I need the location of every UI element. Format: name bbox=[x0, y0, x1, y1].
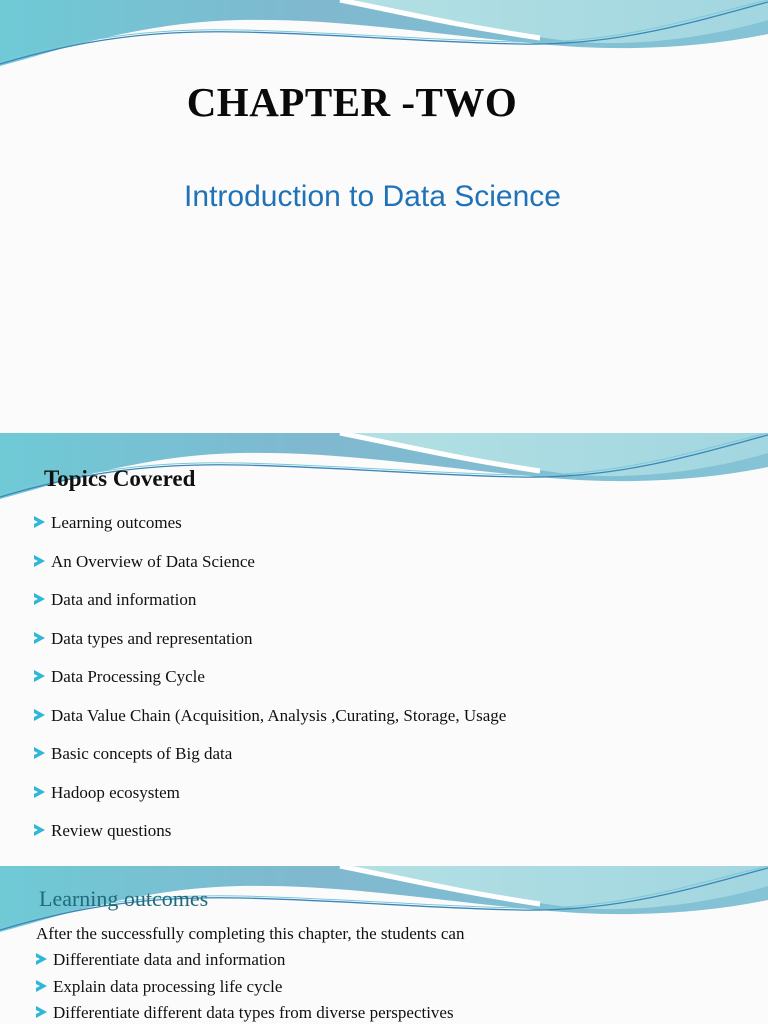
list-item-label: Learning outcomes bbox=[51, 513, 182, 532]
list-item bbox=[34, 667, 506, 706]
list-item bbox=[34, 744, 506, 783]
list-item-label: Explain data processing life cycle bbox=[53, 976, 283, 996]
slide-learning-outcomes bbox=[0, 866, 768, 1024]
list-item bbox=[34, 783, 506, 822]
list-item-label: Data Value Chain (Acquisition, Analysis ,Curating, Storage, Usage bbox=[51, 705, 507, 725]
list-item-label: Basic concepts of Big data bbox=[51, 744, 233, 763]
wave-header-decoration bbox=[0, 0, 768, 80]
arrow-bullet-icon bbox=[34, 786, 45, 798]
slide-chapter-title bbox=[0, 0, 768, 433]
learning-outcomes-intro: After the successfully completing this chapter, the students can bbox=[36, 924, 465, 943]
arrow-bullet-icon bbox=[36, 1006, 47, 1018]
arrow-bullet-icon bbox=[34, 555, 45, 567]
arrow-bullet-icon bbox=[34, 747, 45, 759]
list-item-label: Data Processing Cycle bbox=[51, 667, 205, 686]
topics-list bbox=[34, 513, 506, 860]
list-item-label: Data types and representation bbox=[51, 628, 253, 648]
arrow-bullet-icon bbox=[36, 980, 47, 992]
arrow-bullet-icon bbox=[36, 953, 47, 965]
list-item-label: Differentiate different data types from diverse perspectives bbox=[53, 1003, 454, 1022]
chapter-title: CHAPTER -TWO bbox=[186, 79, 518, 125]
list-item-label: Data and information bbox=[51, 590, 197, 609]
list-item bbox=[34, 629, 506, 668]
chapter-subtitle: Introduction to Data Science bbox=[184, 180, 561, 213]
learning-outcomes-title: Learning outcomes bbox=[39, 886, 209, 911]
list-item-label: Differentiate data and information bbox=[53, 950, 286, 969]
list-item bbox=[36, 950, 454, 977]
arrow-bullet-icon bbox=[34, 670, 45, 682]
arrow-bullet-icon bbox=[34, 824, 45, 836]
learning-outcomes-list bbox=[36, 950, 454, 1024]
arrow-bullet-icon bbox=[34, 516, 45, 528]
arrow-bullet-icon bbox=[34, 632, 45, 644]
arrow-bullet-icon bbox=[34, 593, 45, 605]
list-item-label: Review questions bbox=[51, 821, 172, 840]
list-item bbox=[34, 821, 506, 860]
list-item-label: Hadoop ecosystem bbox=[51, 782, 180, 802]
list-item bbox=[34, 706, 506, 745]
list-item-label: An Overview of Data Science bbox=[51, 551, 255, 571]
list-item bbox=[36, 977, 454, 1004]
slide-topics-covered bbox=[0, 433, 768, 866]
arrow-bullet-icon bbox=[34, 709, 45, 721]
list-item bbox=[36, 1003, 454, 1024]
list-item bbox=[34, 513, 506, 552]
list-item bbox=[34, 552, 506, 591]
topics-title: Topics Covered bbox=[44, 466, 196, 491]
list-item bbox=[34, 590, 506, 629]
